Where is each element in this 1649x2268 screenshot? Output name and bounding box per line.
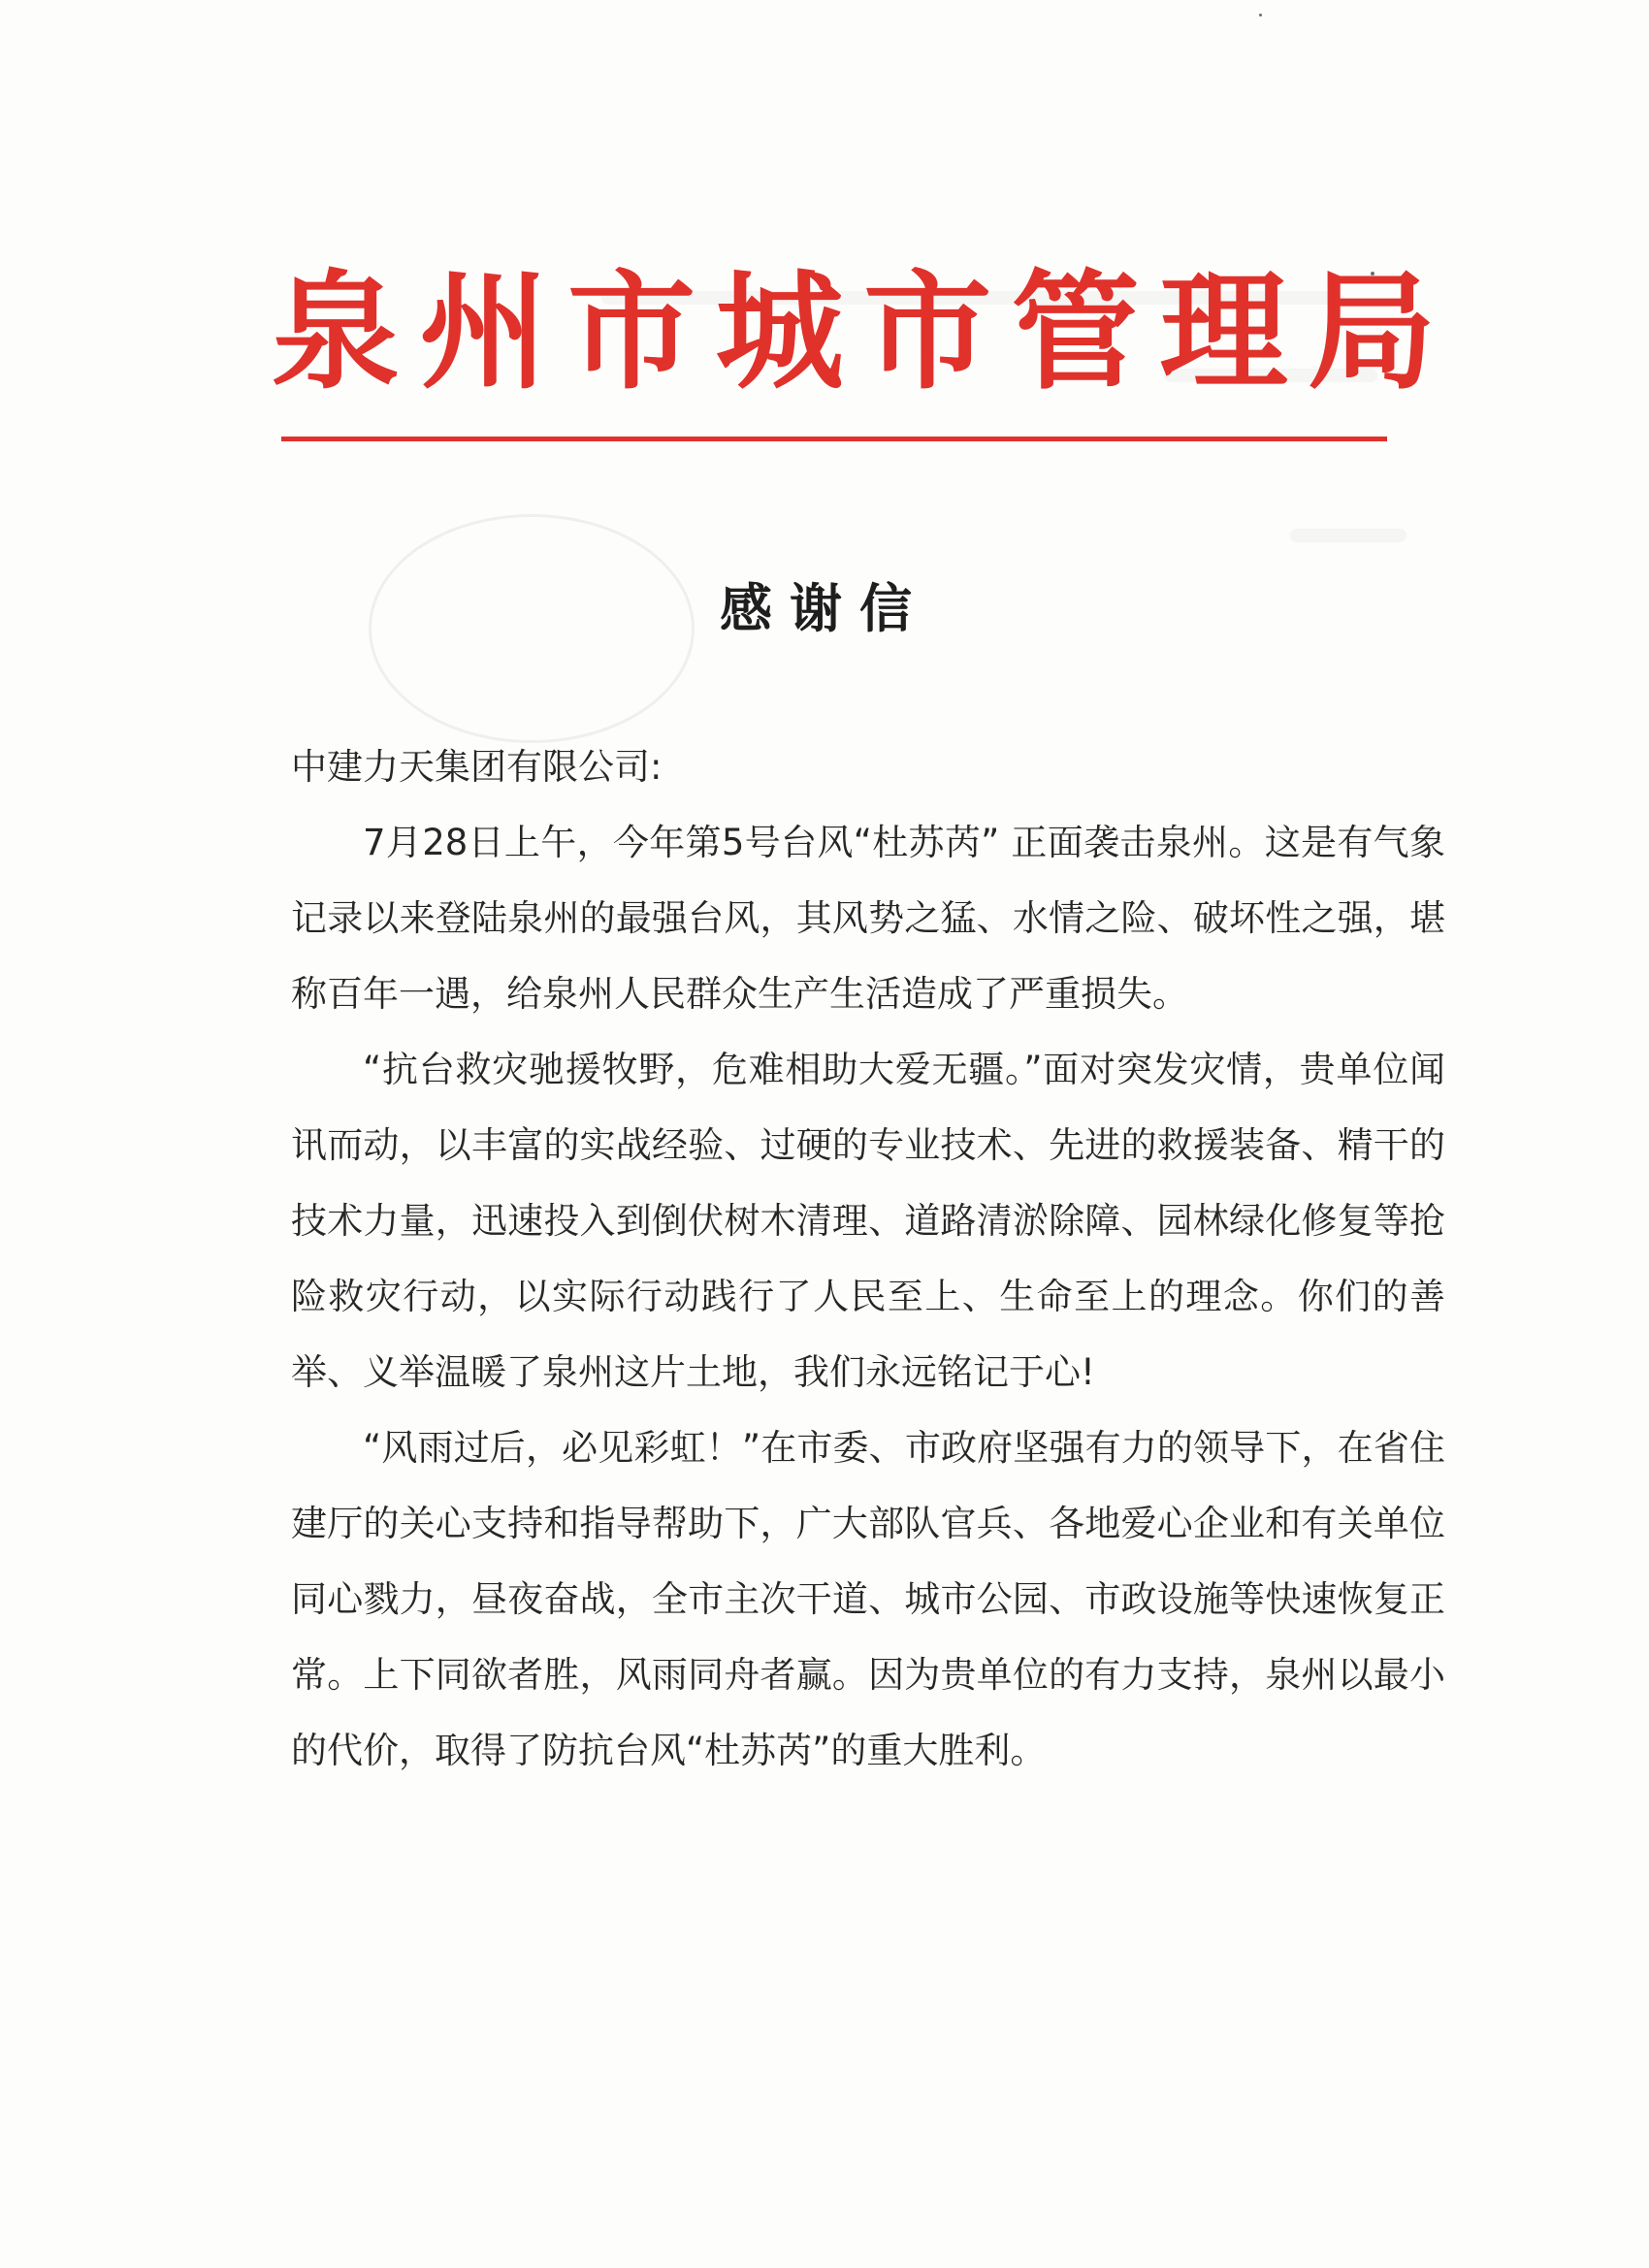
salutation: 中建力天集团有限公司: bbox=[291, 746, 663, 788]
letterhead-char: 市 bbox=[567, 257, 696, 407]
letterhead-char: 泉 bbox=[272, 257, 400, 407]
paragraph: 7月28日上午，今年第5号台风“杜苏芮” 正面袭击泉州。这是有气象记录以来登陆泉州的最强台风，其风势之猛、水情之险、破坏性之强，堪称百年一遇，给泉州人民群众生产生活造成了严重损失。 bbox=[291, 822, 1445, 1015]
letterhead-divider bbox=[281, 437, 1387, 441]
letterhead-char: 州 bbox=[419, 257, 548, 407]
scan-speck bbox=[1259, 14, 1262, 16]
letter-body bbox=[291, 729, 1445, 1789]
paragraph: “抗台救灾驰援牧野，危难相助大爱无疆。”面对突发灾情，贵单位闻讯而动，以丰富的实战经验、过硬的专业技术、先进的救援装备、精干的技术力量，迅速投入到倒伏树木清理、道路清淤除障、园林绿化修复等抢险救灾行动，以实际行动践行了人民至上、生命至上的理念。你们的善举、义举温暖了泉州这片土地，我们永远铭记于心! bbox=[291, 1049, 1445, 1393]
letterhead-char: 市 bbox=[863, 257, 992, 407]
letterhead-char: 管 bbox=[1011, 257, 1140, 407]
letterhead-char: 城 bbox=[715, 257, 844, 407]
letter-title: 感谢信 bbox=[720, 578, 929, 639]
letterhead-char: 理 bbox=[1159, 257, 1288, 407]
letterhead-char: 局 bbox=[1307, 257, 1436, 407]
letterhead-title bbox=[272, 257, 1436, 407]
bleed-through-line bbox=[1290, 529, 1406, 542]
paragraph: “风雨过后，必见彩虹！”在市委、市政府坚强有力的领导下，在省住建厅的关心支持和指导帮助下，广大部队官兵、各地爱心企业和有关单位同心戮力，昼夜奋战，全市主次干道、城市公园、市政设施等快速恢复正常。上下同欲者胜，风雨同舟者赢。因为贵单位的有力支持，泉州以最小的代价，取得了防抗台风“杜苏芮”的重大胜利。 bbox=[291, 1427, 1445, 1771]
